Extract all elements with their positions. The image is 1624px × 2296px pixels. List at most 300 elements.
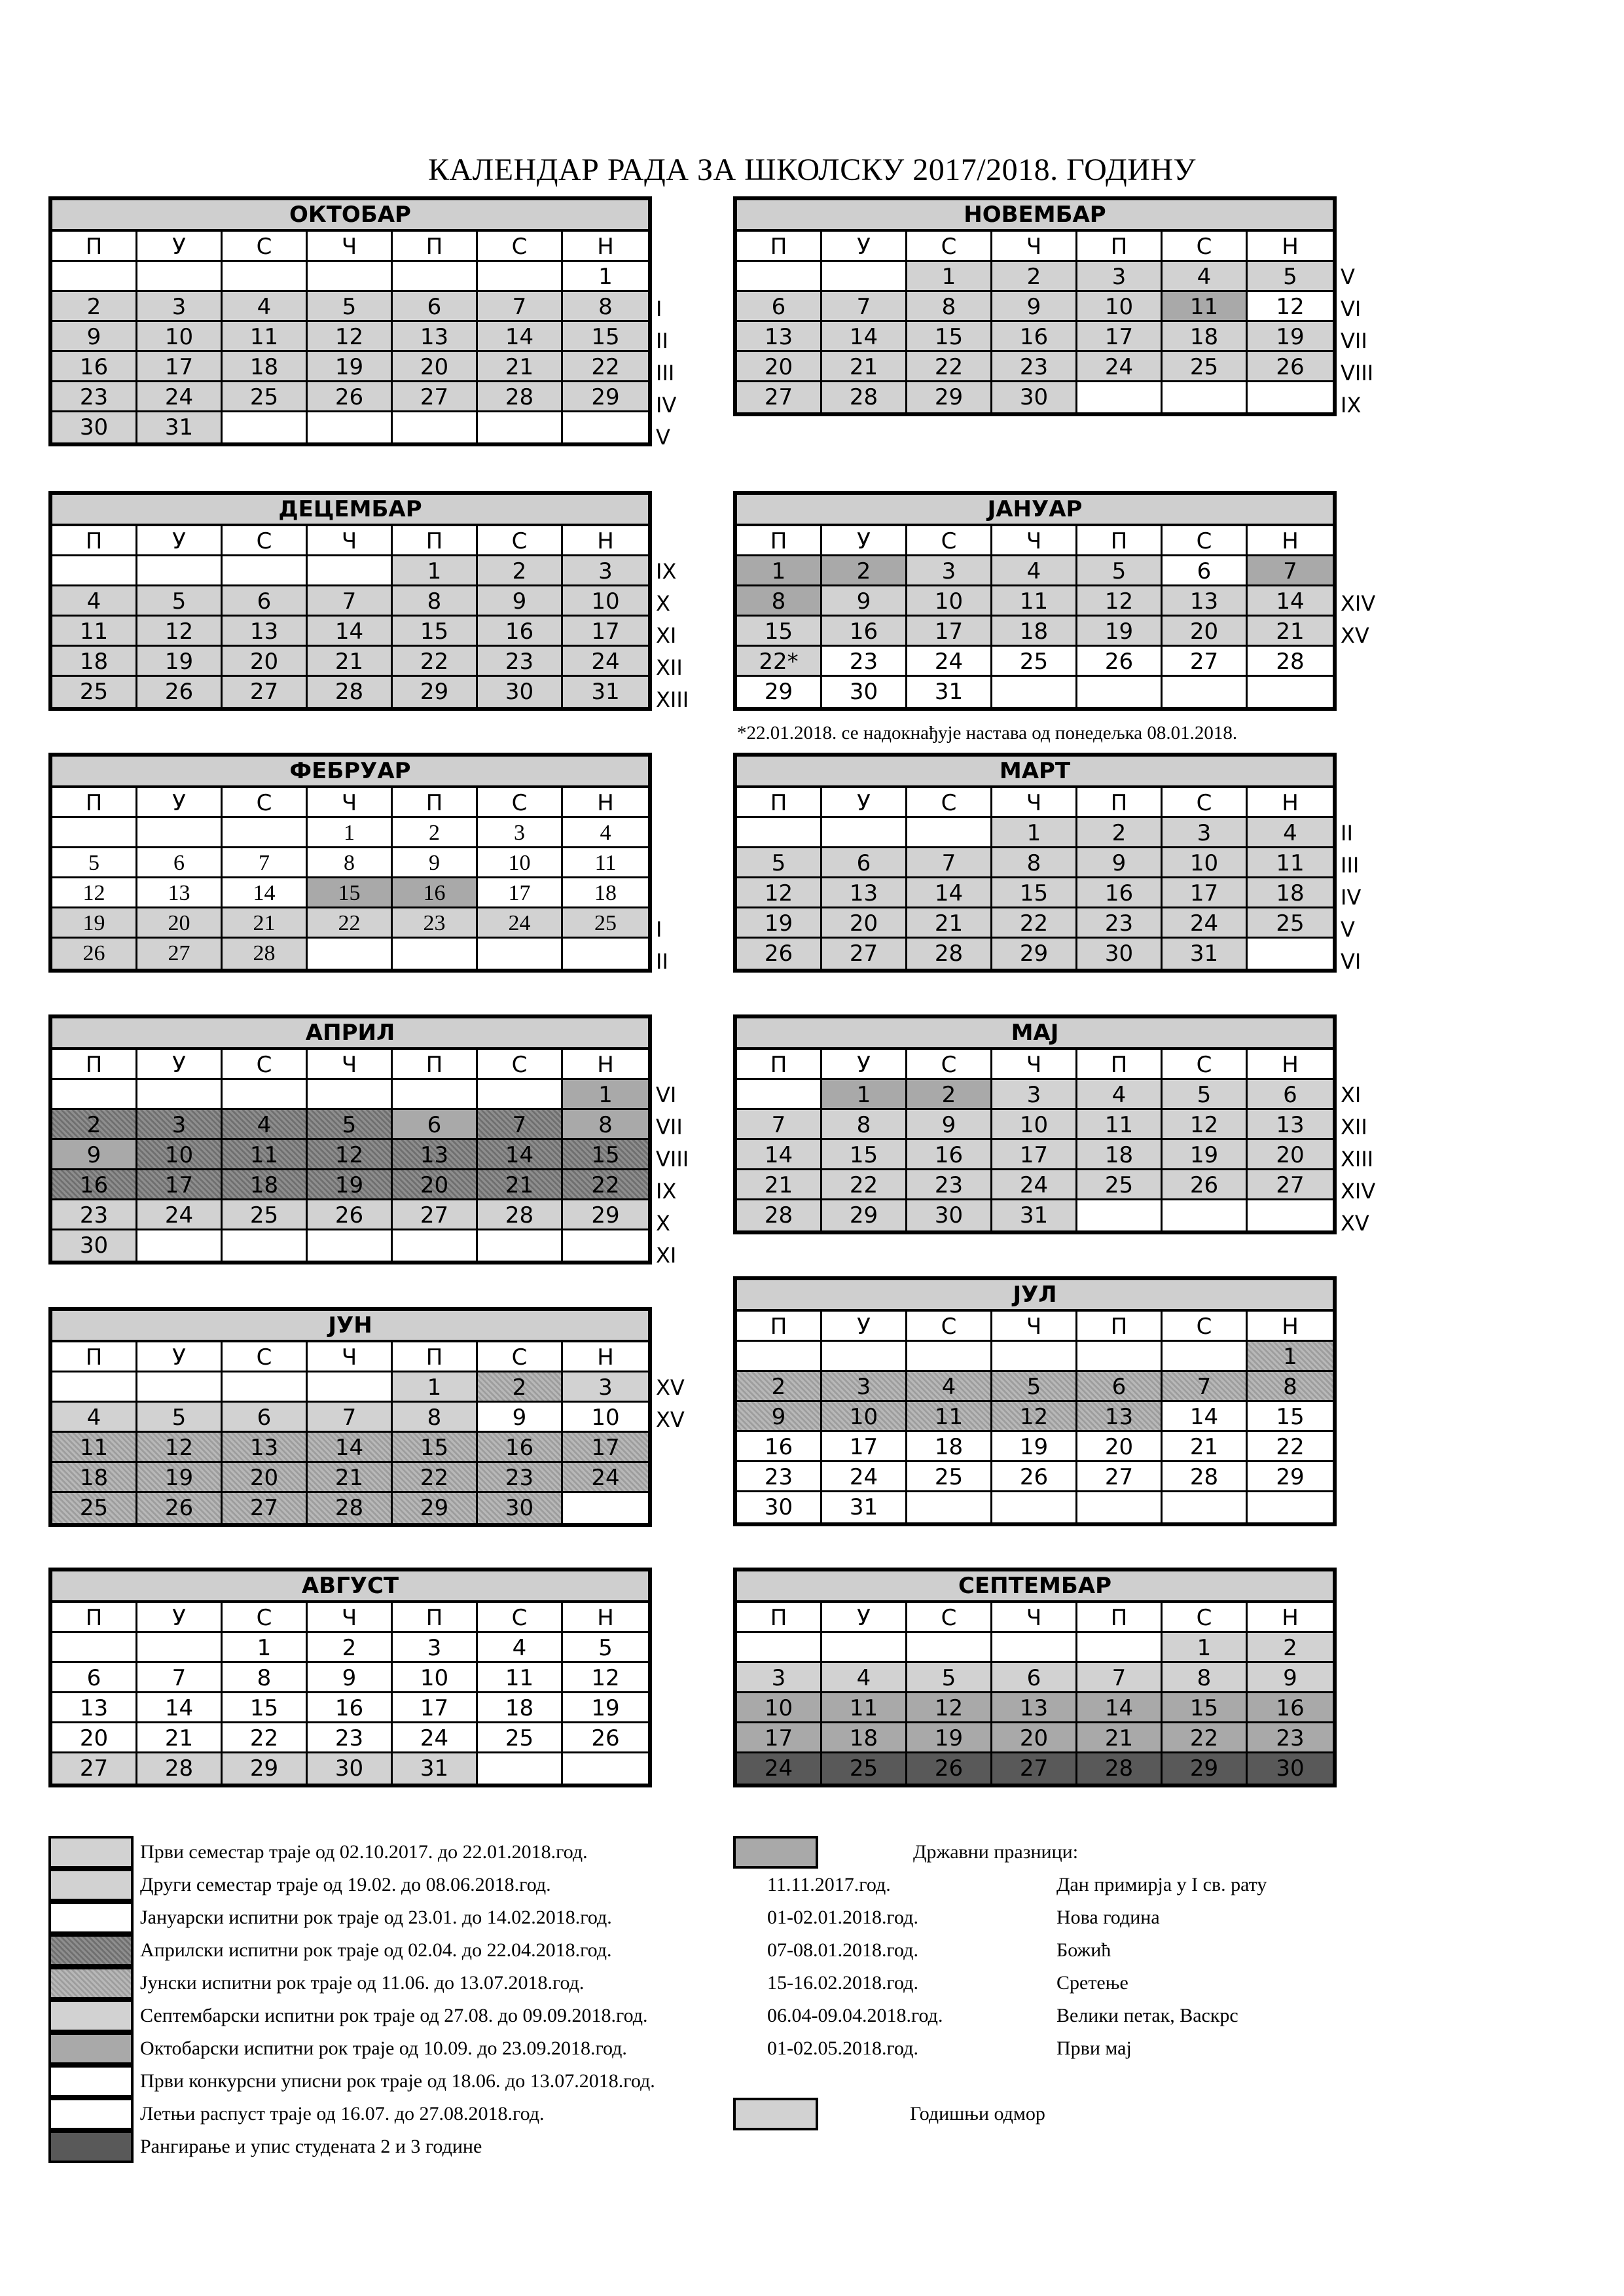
day-cell: 20 (223, 647, 308, 677)
day-cell: 4 (1163, 262, 1248, 292)
day-cell: 10 (478, 848, 563, 878)
day-cell: 15 (737, 617, 822, 647)
weekday-header: П (393, 232, 478, 262)
day-cell: 12 (137, 1433, 223, 1463)
empty-day-cell (1163, 1342, 1248, 1372)
day-cell: 20 (992, 1723, 1077, 1753)
day-cell: 23 (907, 1170, 992, 1200)
weekday-header: Н (1248, 788, 1333, 818)
day-cell: 10 (1163, 848, 1248, 878)
month-grid (737, 232, 1333, 412)
day-cell: 4 (52, 1403, 137, 1433)
month-calendar (48, 196, 652, 446)
day-cell: 3 (137, 292, 223, 322)
day-cell: 19 (308, 1170, 393, 1200)
day-cell: 25 (1077, 1170, 1163, 1200)
day-cell: 26 (1077, 647, 1163, 677)
empty-day-cell (308, 412, 393, 442)
day-cell: 14 (1077, 1693, 1163, 1723)
day-cell: 30 (907, 1200, 992, 1230)
day-cell: 16 (52, 352, 137, 382)
day-cell: 25 (223, 1200, 308, 1230)
day-cell: 20 (822, 908, 907, 939)
day-cell: 23 (52, 1200, 137, 1230)
empty-day-cell (822, 262, 907, 292)
legend-text: Октобарски испитни рок траје од 10.09. до 23.09.2018.год. (140, 2037, 627, 2059)
month-grid (52, 788, 648, 969)
day-cell: 4 (223, 1110, 308, 1140)
weekday-header: Н (1248, 1312, 1333, 1342)
day-cell: 7 (907, 848, 992, 878)
day-cell: 27 (1163, 647, 1248, 677)
day-cell: 14 (308, 617, 393, 647)
day-cell: 20 (1163, 617, 1248, 647)
empty-day-cell (1077, 1633, 1163, 1663)
day-cell: 24 (737, 1753, 822, 1784)
empty-day-cell (992, 1633, 1077, 1663)
legend-text: Први семестар траје од 02.10.2017. до 22.01.2018.год. (140, 1841, 588, 1863)
day-cell: 1 (223, 1633, 308, 1663)
day-cell: 2 (1077, 818, 1163, 848)
empty-day-cell (478, 939, 563, 969)
day-cell: 8 (393, 586, 478, 617)
week-number: VI (1341, 949, 1362, 974)
day-cell: 17 (1077, 322, 1163, 352)
day-cell: 28 (907, 939, 992, 969)
weekday-header: С (907, 1603, 992, 1633)
weekday-header: Н (563, 788, 648, 818)
day-cell: 14 (137, 1693, 223, 1723)
month-header: ЈАНУАР (737, 495, 1333, 526)
day-cell: 22 (1248, 1432, 1333, 1462)
weekday-header: П (52, 1342, 137, 1372)
week-number: V (1341, 264, 1355, 289)
legend-text: Јунски испитни рок траје од 11.06. до 13.07.2018.год. (140, 1972, 585, 1994)
weekday-header: У (137, 1342, 223, 1372)
day-cell: 24 (907, 647, 992, 677)
day-cell: 12 (1077, 586, 1163, 617)
day-cell: 17 (137, 352, 223, 382)
day-cell: 20 (137, 908, 223, 939)
day-cell: 5 (737, 848, 822, 878)
day-cell: 9 (1248, 1663, 1333, 1693)
week-number: II (1341, 821, 1353, 846)
day-cell: 18 (52, 1463, 137, 1493)
page-title: КАЛЕНДАР РАДА ЗА ШКОЛСКУ 2017/2018. ГОДИНУ (428, 152, 1196, 187)
holiday-date: 01-02.01.2018.год. (767, 1907, 918, 1928)
week-numbers (1341, 1341, 1393, 1534)
vacation-swatch (733, 2098, 818, 2130)
day-cell: 1 (1163, 1633, 1248, 1663)
day-cell: 21 (1248, 617, 1333, 647)
empty-day-cell (52, 818, 137, 848)
day-cell: 17 (1163, 878, 1248, 908)
day-cell: 18 (992, 617, 1077, 647)
day-cell: 30 (1248, 1753, 1333, 1784)
weekday-header: П (1077, 1312, 1163, 1342)
week-number (656, 850, 708, 882)
day-cell: 1 (737, 556, 822, 586)
day-cell: 19 (1163, 1140, 1248, 1170)
week-number (1341, 1664, 1393, 1696)
day-cell: 28 (478, 382, 563, 412)
legend-swatch (48, 1869, 134, 1901)
day-cell: 5 (992, 1372, 1077, 1402)
holiday-swatch (733, 1836, 818, 1869)
day-cell: 28 (137, 1753, 223, 1784)
day-cell: 5 (308, 292, 393, 322)
day-cell: 14 (478, 1140, 563, 1170)
month-header: АПРИЛ (52, 1018, 648, 1050)
day-cell: 24 (478, 908, 563, 939)
weekday-header: С (907, 526, 992, 556)
holiday-name: Нова година (1056, 1907, 1160, 1928)
day-cell: 26 (1248, 352, 1333, 382)
day-cell: 21 (1163, 1432, 1248, 1462)
week-number: XV (1341, 623, 1369, 648)
day-cell: 30 (52, 1230, 137, 1261)
empty-day-cell (393, 1080, 478, 1110)
day-cell: 9 (52, 1140, 137, 1170)
month-grid (737, 1050, 1333, 1230)
day-cell: 13 (992, 1693, 1077, 1723)
day-cell: 14 (737, 1140, 822, 1170)
day-cell: 16 (737, 1432, 822, 1462)
day-cell: 1 (907, 262, 992, 292)
day-cell: 3 (1163, 818, 1248, 848)
weekday-header: П (737, 1050, 822, 1080)
day-cell: 25 (992, 647, 1077, 677)
week-number (656, 1468, 708, 1500)
empty-day-cell (1248, 1492, 1333, 1522)
day-cell: 8 (223, 1663, 308, 1693)
day-cell: 21 (223, 908, 308, 939)
empty-day-cell (822, 818, 907, 848)
empty-day-cell (737, 1080, 822, 1110)
empty-day-cell (1163, 1492, 1248, 1522)
day-cell: 2 (737, 1372, 822, 1402)
week-number: XII (656, 655, 683, 680)
legend-text: Априлски испитни рок траје од 02.04. до 22.04.2018.год. (140, 1939, 612, 1961)
week-number: XIII (656, 687, 689, 712)
day-cell: 28 (308, 1493, 393, 1523)
day-cell: 2 (308, 1633, 393, 1663)
empty-day-cell (907, 1342, 992, 1372)
day-cell: 13 (137, 878, 223, 908)
day-cell: 5 (137, 586, 223, 617)
weekday-header: У (822, 526, 907, 556)
day-cell: 28 (1163, 1462, 1248, 1492)
month-header: ЈУЛ (737, 1280, 1333, 1312)
day-cell: 12 (52, 878, 137, 908)
day-cell: 30 (992, 382, 1077, 412)
day-cell: 2 (478, 1372, 563, 1403)
day-cell: 26 (137, 1493, 223, 1523)
weekday-header: Ч (308, 788, 393, 818)
day-cell: 11 (52, 1433, 137, 1463)
day-cell: 12 (563, 1663, 648, 1693)
day-cell: 1 (308, 818, 393, 848)
day-cell: 14 (1163, 1402, 1248, 1432)
day-cell: 9 (1077, 848, 1163, 878)
day-cell: 29 (393, 677, 478, 707)
week-number: IX (1341, 393, 1362, 418)
week-number (656, 817, 708, 850)
day-cell: 26 (137, 677, 223, 707)
day-cell: 29 (223, 1753, 308, 1784)
empty-day-cell (478, 412, 563, 442)
day-cell: 29 (822, 1200, 907, 1230)
day-cell: 11 (563, 848, 648, 878)
day-cell: 7 (1163, 1372, 1248, 1402)
week-number: XI (656, 623, 677, 648)
weekday-header: С (223, 788, 308, 818)
holiday-date: 07-08.01.2018.год. (767, 1939, 918, 1961)
day-cell: 21 (137, 1723, 223, 1753)
legend-text: Јануарски испитни рок траје од 23.01. до 14.02.2018.год. (140, 1907, 612, 1928)
empty-day-cell (308, 939, 393, 969)
day-cell: 26 (52, 939, 137, 969)
holiday-name: Први мај (1056, 2037, 1132, 2059)
day-cell: 12 (1163, 1110, 1248, 1140)
week-number (1341, 1696, 1393, 1729)
day-cell: 10 (393, 1663, 478, 1693)
month-grid (52, 1603, 648, 1784)
weekday-header: П (52, 232, 137, 262)
week-number (1341, 684, 1393, 716)
day-cell: 22 (563, 1170, 648, 1200)
day-cell: 24 (992, 1170, 1077, 1200)
day-cell: 10 (137, 322, 223, 352)
day-cell: 29 (563, 382, 648, 412)
day-cell: 12 (308, 322, 393, 352)
day-cell: 25 (52, 677, 137, 707)
weekday-header: У (822, 232, 907, 262)
day-cell: 3 (478, 818, 563, 848)
day-cell: 13 (393, 1140, 478, 1170)
week-number: VIII (656, 1147, 689, 1172)
day-cell: 16 (1248, 1693, 1333, 1723)
day-cell: 3 (992, 1080, 1077, 1110)
day-cell: 7 (478, 292, 563, 322)
week-numbers (656, 261, 708, 454)
day-cell: 20 (52, 1723, 137, 1753)
week-numbers (1341, 817, 1393, 978)
day-cell: 14 (223, 878, 308, 908)
day-cell: 3 (737, 1663, 822, 1693)
day-cell: 19 (137, 1463, 223, 1493)
week-number (656, 1500, 708, 1532)
day-cell: 22 (223, 1723, 308, 1753)
day-cell: 11 (822, 1693, 907, 1723)
day-cell: 31 (907, 677, 992, 707)
day-cell: 5 (563, 1633, 648, 1663)
empty-day-cell (52, 262, 137, 292)
day-cell: 8 (308, 848, 393, 878)
month-header: МАЈ (737, 1018, 1333, 1050)
weekday-header: Ч (992, 1312, 1077, 1342)
weekday-header: С (223, 526, 308, 556)
weekday-header: С (907, 1050, 992, 1080)
month-calendar (733, 196, 1337, 416)
weekday-header: У (822, 1312, 907, 1342)
day-cell: 1 (992, 818, 1077, 848)
week-number: XIV (1341, 1179, 1376, 1204)
day-cell: 18 (563, 878, 648, 908)
empty-day-cell (563, 939, 648, 969)
day-cell: 7 (137, 1663, 223, 1693)
weekday-header: У (137, 526, 223, 556)
day-cell: 10 (563, 586, 648, 617)
day-cell: 16 (393, 878, 478, 908)
week-number (1341, 1632, 1393, 1664)
month-calendar (48, 1014, 652, 1265)
week-number: X (656, 591, 670, 616)
weekday-header: Н (563, 1342, 648, 1372)
day-cell: 11 (223, 322, 308, 352)
day-cell: 5 (1077, 556, 1163, 586)
day-cell: 3 (907, 556, 992, 586)
empty-day-cell (563, 1753, 648, 1784)
day-cell: 17 (992, 1140, 1077, 1170)
empty-day-cell (52, 1080, 137, 1110)
day-cell: 15 (992, 878, 1077, 908)
day-cell: 13 (52, 1693, 137, 1723)
day-cell: 26 (1163, 1170, 1248, 1200)
weekday-header: Н (1248, 1050, 1333, 1080)
day-cell: 7 (737, 1110, 822, 1140)
weekday-header: Ч (308, 1342, 393, 1372)
day-cell: 30 (478, 1493, 563, 1523)
day-cell: 14 (907, 878, 992, 908)
month-header: ДЕЦЕМБАР (52, 495, 648, 526)
day-cell: 26 (563, 1723, 648, 1753)
holiday-date: 15-16.02.2018.год. (767, 1972, 918, 1994)
empty-day-cell (563, 1493, 648, 1523)
day-cell: 3 (393, 1633, 478, 1663)
day-cell: 10 (992, 1110, 1077, 1140)
week-number (1341, 1405, 1393, 1437)
day-cell: 11 (1077, 1110, 1163, 1140)
day-cell: 11 (907, 1402, 992, 1432)
day-cell: 30 (308, 1753, 393, 1784)
day-cell: 22 (308, 908, 393, 939)
weekday-header: П (52, 1603, 137, 1633)
weekday-header: С (1163, 1312, 1248, 1342)
day-cell: 17 (737, 1723, 822, 1753)
day-cell: 11 (1248, 848, 1333, 878)
empty-day-cell (822, 1633, 907, 1663)
weekday-header: П (1077, 526, 1163, 556)
day-cell: 24 (822, 1462, 907, 1492)
day-cell: 1 (1248, 1342, 1333, 1372)
week-number: V (1341, 917, 1355, 942)
holiday-name: Дан примирја у I св. рату (1056, 1874, 1267, 1895)
day-cell: 31 (137, 412, 223, 442)
day-cell: 6 (822, 848, 907, 878)
day-cell: 17 (563, 1433, 648, 1463)
month-calendar (733, 753, 1337, 973)
week-number (656, 1729, 708, 1761)
day-cell: 20 (393, 1170, 478, 1200)
empty-day-cell (737, 1633, 822, 1663)
day-cell: 6 (737, 292, 822, 322)
week-number: XIII (1341, 1147, 1374, 1172)
month-header: НОВЕМБАР (737, 200, 1333, 232)
day-cell: 18 (223, 352, 308, 382)
week-number: VI (656, 1083, 677, 1107)
day-cell: 24 (137, 1200, 223, 1230)
day-cell: 27 (223, 677, 308, 707)
week-number: XV (656, 1375, 685, 1400)
empty-day-cell (223, 556, 308, 586)
month-header: АВГУСТ (52, 1571, 648, 1603)
day-cell: 23 (822, 647, 907, 677)
weekday-header: П (393, 1603, 478, 1633)
day-cell: 18 (1077, 1140, 1163, 1170)
week-numbers (1341, 1079, 1393, 1240)
day-cell: 29 (907, 382, 992, 412)
month-header: ОКТОБАР (52, 200, 648, 232)
day-cell: 4 (822, 1663, 907, 1693)
empty-day-cell (223, 1372, 308, 1403)
day-cell: 12 (992, 1402, 1077, 1432)
day-cell: 2 (992, 262, 1077, 292)
day-cell: 21 (478, 1170, 563, 1200)
week-number (1341, 1341, 1393, 1373)
day-cell: 23 (1077, 908, 1163, 939)
month-calendar (733, 1276, 1337, 1526)
month-calendar (48, 491, 652, 711)
legend-swatch (48, 1836, 134, 1869)
day-cell: 15 (822, 1140, 907, 1170)
weekday-header: П (393, 526, 478, 556)
day-cell: 2 (52, 1110, 137, 1140)
empty-day-cell (137, 818, 223, 848)
empty-day-cell (478, 1230, 563, 1261)
empty-day-cell (223, 818, 308, 848)
day-cell: 8 (563, 292, 648, 322)
day-cell: 25 (223, 382, 308, 412)
day-cell: 24 (1077, 352, 1163, 382)
day-cell: 23 (478, 647, 563, 677)
day-cell: 24 (563, 647, 648, 677)
day-cell: 13 (737, 322, 822, 352)
day-cell: 7 (308, 1403, 393, 1433)
empty-day-cell (52, 1372, 137, 1403)
day-cell: 31 (393, 1753, 478, 1784)
day-cell: 17 (393, 1693, 478, 1723)
empty-day-cell (223, 262, 308, 292)
day-cell: 30 (1077, 939, 1163, 969)
day-cell: 14 (308, 1433, 393, 1463)
day-cell: 16 (822, 617, 907, 647)
day-cell: 28 (1077, 1753, 1163, 1784)
day-cell: 7 (223, 848, 308, 878)
empty-day-cell (1077, 1492, 1163, 1522)
weekday-header: С (223, 1603, 308, 1633)
day-cell: 16 (52, 1170, 137, 1200)
day-cell: 6 (393, 292, 478, 322)
day-cell: 3 (822, 1372, 907, 1402)
day-cell: 5 (1248, 262, 1333, 292)
day-cell: 7 (822, 292, 907, 322)
holiday-name: Божић (1056, 1939, 1111, 1961)
day-cell: 9 (478, 1403, 563, 1433)
day-cell: 20 (1077, 1432, 1163, 1462)
day-cell: 18 (478, 1693, 563, 1723)
weekday-header: П (393, 788, 478, 818)
